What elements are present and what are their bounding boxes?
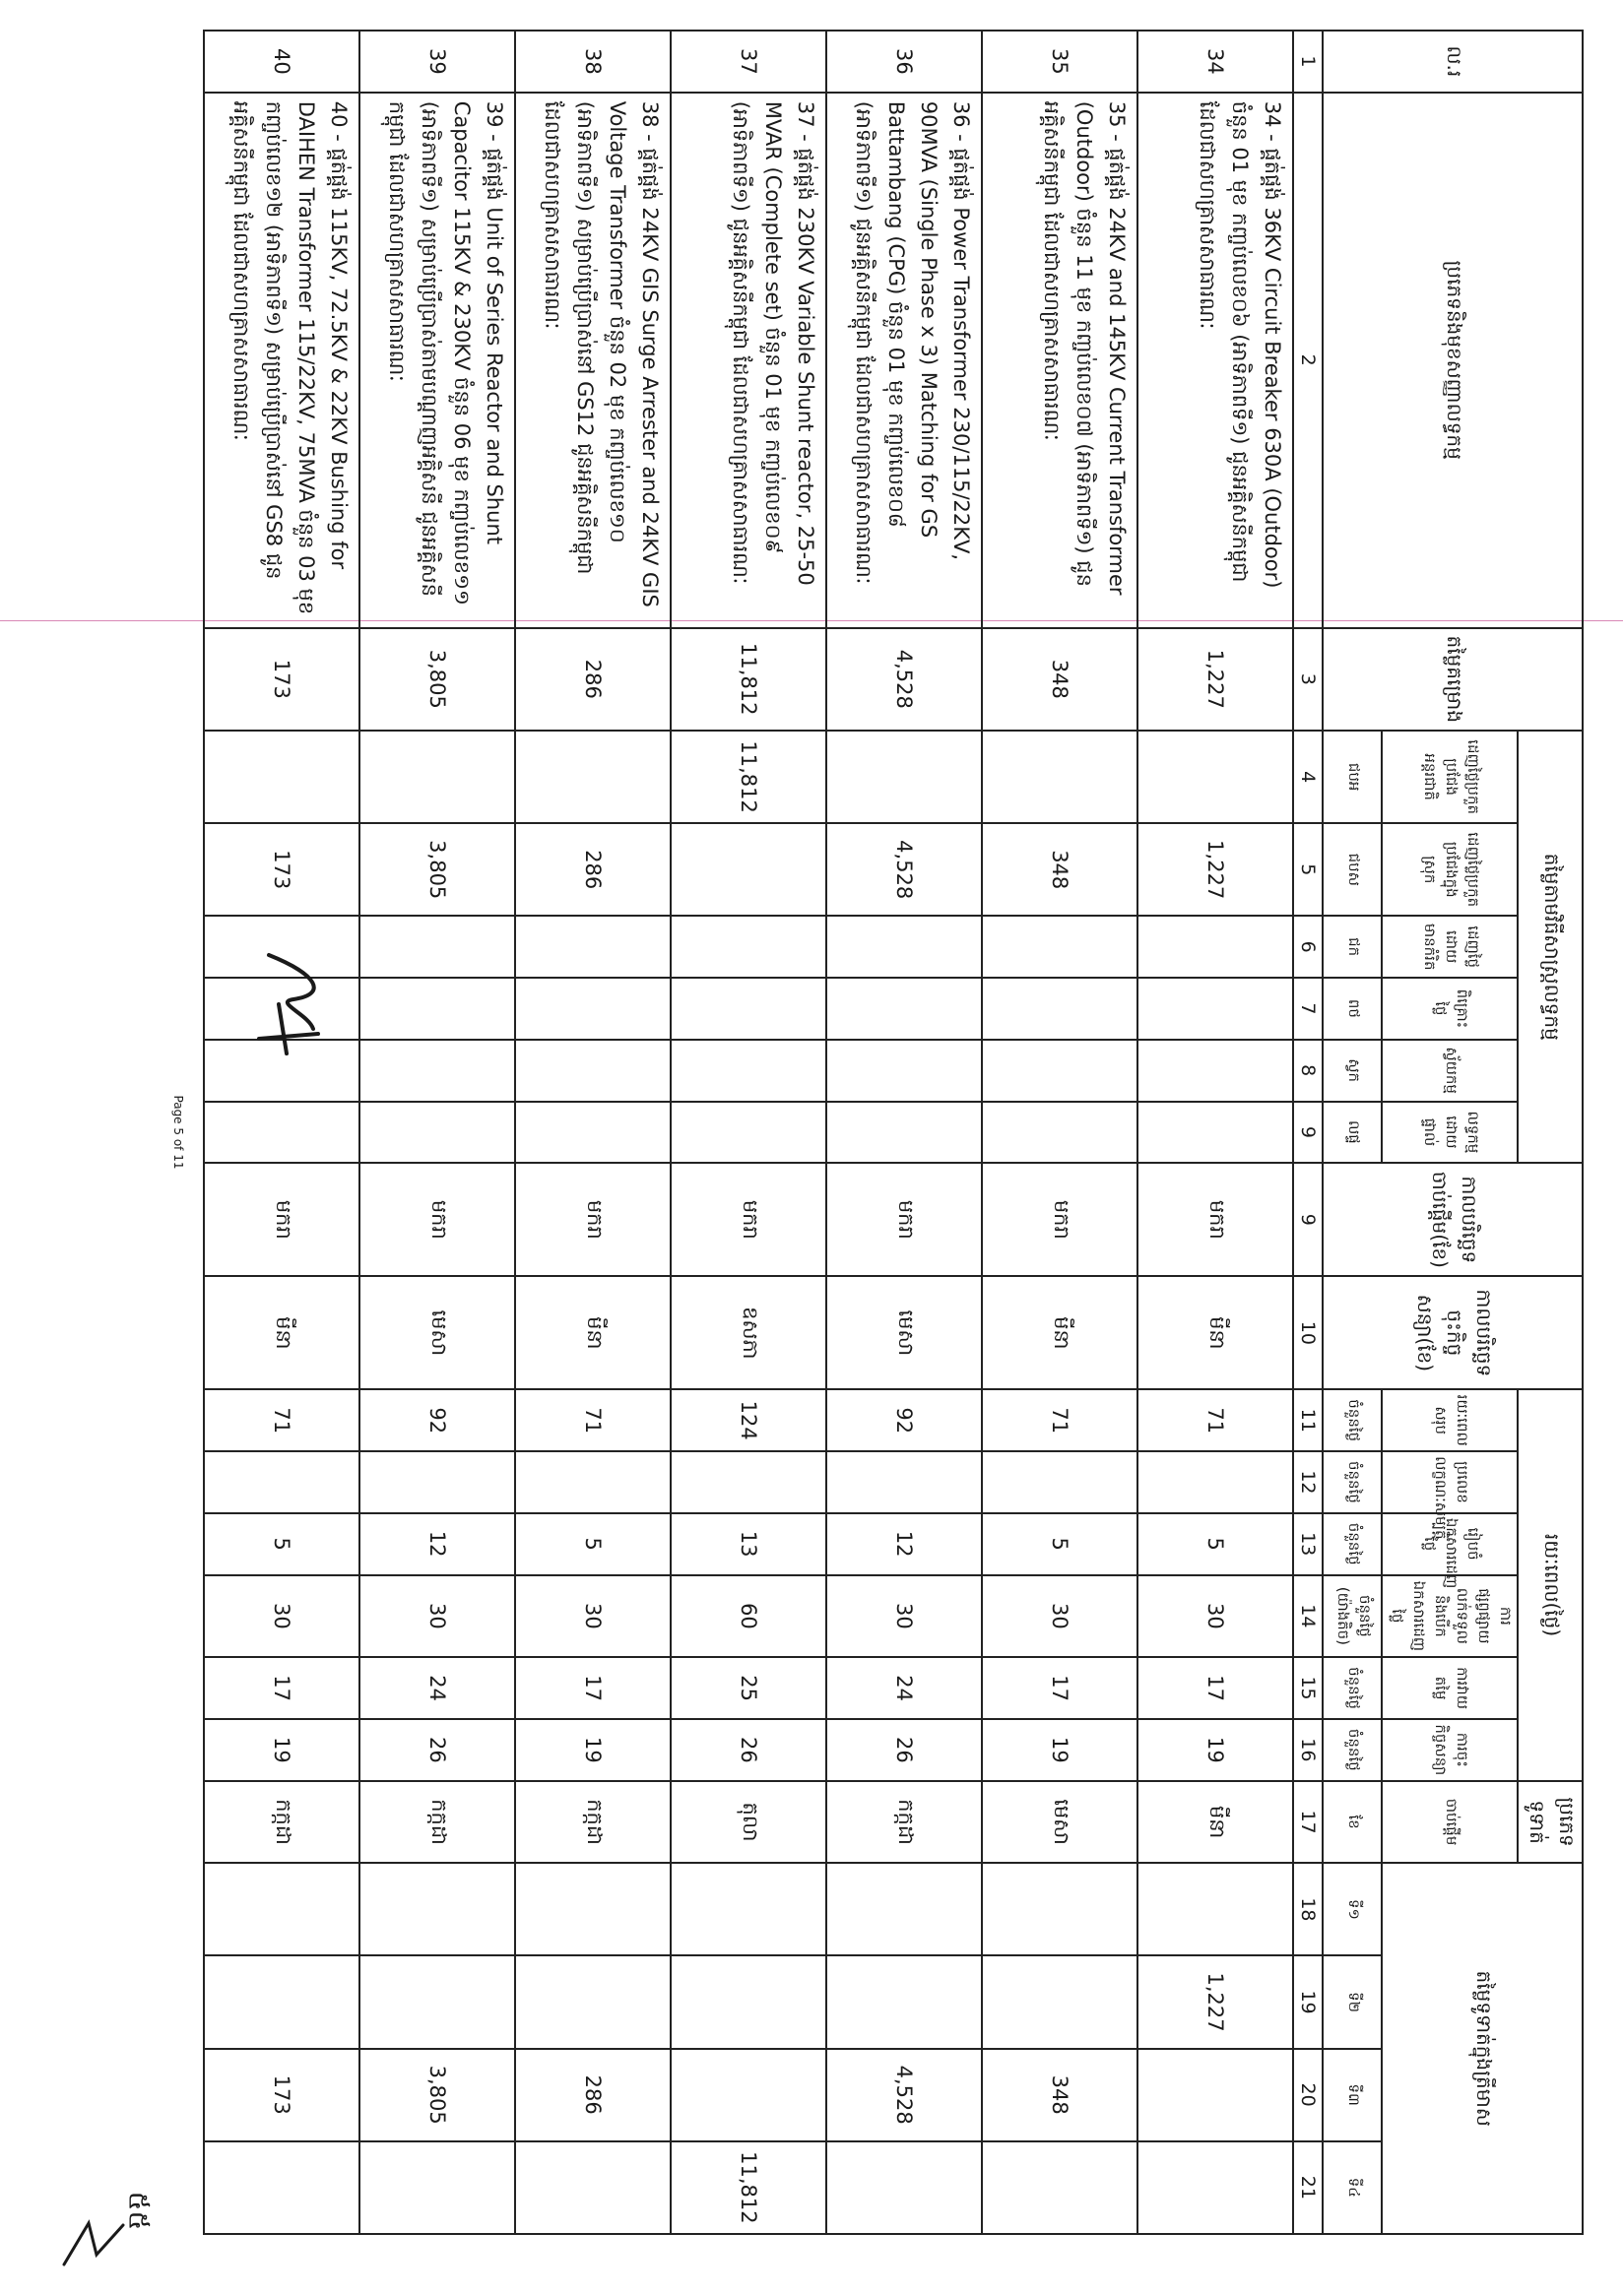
header-method-group: តម្លៃតាមវិធីសាស្ត្រលទ្ធកម្ម xyxy=(1518,731,1583,1163)
row-shopping-value xyxy=(671,978,826,1040)
row-duration-eval: 17 xyxy=(515,1657,671,1719)
row-duration-prep: 12 xyxy=(359,1513,515,1575)
row-payment-month: កក្កដា xyxy=(204,1781,359,1864)
table-row xyxy=(826,31,982,2234)
row-icb-value xyxy=(826,731,982,823)
row-icb-value xyxy=(1137,731,1293,823)
row-icb-value xyxy=(359,731,515,823)
unit-prep: ចំនួនថ្ងៃ xyxy=(1323,1513,1382,1575)
row-duration-sign: 19 xyxy=(1137,1719,1293,1781)
col-number: 17 xyxy=(1293,1781,1323,1864)
row-ncb-value: 3,805 xyxy=(359,823,515,916)
row-q3-value: 3,805 xyxy=(359,2049,515,2141)
row-q2-value xyxy=(826,1955,982,2048)
row-payment-month: កក្កដា xyxy=(826,1781,982,1864)
abbr-direct: លផ្ទ xyxy=(1323,1102,1382,1164)
page-mark: ៥៥ xyxy=(122,2191,156,2231)
col-number: 4 xyxy=(1293,731,1323,823)
header-method-limited: ដេញថ្លៃដោយមានកំរិត xyxy=(1382,916,1518,978)
row-q1-value xyxy=(1137,1863,1293,1955)
row-contract-month: មីនា xyxy=(982,1276,1137,1389)
row-contract-month: ឧសភា xyxy=(671,1276,826,1389)
header-duration-group: រយៈពេល(ថ្ងៃ) xyxy=(1518,1389,1583,1780)
row-q1-value xyxy=(359,1863,515,1955)
row-q1-value xyxy=(982,1863,1137,1955)
row-ncb-value xyxy=(671,823,826,916)
row-q1-value xyxy=(204,1863,359,1955)
table-row xyxy=(359,31,515,2234)
row-number: 40 xyxy=(204,31,359,93)
row-duration-total: 71 xyxy=(515,1389,671,1451)
row-limited-value xyxy=(515,916,671,978)
row-duration-prep: 5 xyxy=(1137,1513,1293,1575)
row-number: 39 xyxy=(359,31,515,93)
col-number: 15 xyxy=(1293,1657,1323,1719)
row-shopping-value xyxy=(1137,978,1293,1040)
row-q1-value xyxy=(671,1863,826,1955)
row-duration-total: 71 xyxy=(1137,1389,1293,1451)
row-ncb-value: 286 xyxy=(515,823,671,916)
row-duration-prep: 5 xyxy=(515,1513,671,1575)
row-q3-value: 286 xyxy=(515,2049,671,2141)
row-estimate: 1,227 xyxy=(1137,628,1293,732)
row-direct-value xyxy=(982,1102,1137,1164)
row-duration-advert: 30 xyxy=(515,1575,671,1658)
row-duration-sign: 26 xyxy=(826,1719,982,1781)
row-q4-value: 11,812 xyxy=(671,2141,826,2234)
row-force-account-value xyxy=(359,1040,515,1102)
row-q4-value xyxy=(359,2141,515,2234)
row-limited-value xyxy=(671,916,826,978)
abbr-limited: ជក xyxy=(1323,916,1382,978)
table-row xyxy=(515,31,671,2234)
row-ncb-value: 348 xyxy=(982,823,1137,916)
col-number: 19 xyxy=(1293,1955,1323,2048)
row-start-month: មករា xyxy=(204,1163,359,1276)
unit-total: ចំនួនថ្ងៃ xyxy=(1323,1389,1382,1451)
header-start-label: ចាប់ផ្តើម xyxy=(1382,1781,1518,1864)
header-month: ខែ xyxy=(1323,1781,1382,1864)
row-duration-prep: 13 xyxy=(671,1513,826,1575)
row-start-month: មករា xyxy=(515,1163,671,1276)
row-q3-value xyxy=(671,2049,826,2141)
row-duration-prequal xyxy=(826,1451,982,1513)
row-contract-month: មេសា xyxy=(359,1276,515,1389)
col-number: 2 xyxy=(1293,93,1323,628)
header-duration-advert: ការផ្សព្វផ្សាយលក់ទទួលនិងបើកឯកសារដេញថ្លៃ xyxy=(1382,1575,1518,1658)
header-quarter-group: តម្លៃទូទាត់ក្នុងត្រីមាស xyxy=(1382,1863,1583,2234)
col-number: 3 xyxy=(1293,628,1323,732)
row-duration-prequal xyxy=(1137,1451,1293,1513)
row-estimate: 4,528 xyxy=(826,628,982,732)
row-payment-month: កក្កដា xyxy=(515,1781,671,1864)
row-description: 37 - ផ្គត់ផ្គង់ 230KV Variable Shunt reactor, 25-50 MVAR (Complete set) ចំនួន 01 មុខ កញ្ចប់លេខ០៩ (អាទិភាពទី១) ជូនអគ្គិសនីកម្ពុជា ដែលជាសហគ្រាសសាធារណៈ xyxy=(671,93,826,628)
header-estimate: តម្លៃគម្រោង xyxy=(1323,628,1583,732)
row-duration-eval: 17 xyxy=(204,1657,359,1719)
unit-advert: ចំនួនថ្ងៃ (យ៉ាងតិច) xyxy=(1323,1575,1382,1658)
row-duration-total: 71 xyxy=(982,1389,1137,1451)
row-payment-month: កក្កដា xyxy=(359,1781,515,1864)
row-q3-value: 348 xyxy=(982,2049,1137,2141)
row-start-month: មករា xyxy=(359,1163,515,1276)
row-shopping-value xyxy=(359,978,515,1040)
header-contract-date: កាលបរិច្ឆេទចុះកិច្ចសន្យា(ខែ) xyxy=(1323,1276,1583,1389)
row-start-month: មករា xyxy=(671,1163,826,1276)
row-q4-value xyxy=(1137,2141,1293,2234)
row-duration-sign: 19 xyxy=(515,1719,671,1781)
row-icb-value xyxy=(515,731,671,823)
unit-sign: ចំនួនថ្ងៃ xyxy=(1323,1719,1382,1781)
header-duration-prequal: ប្រលេខលក្ខណៈសម្បត្តិ xyxy=(1382,1451,1518,1513)
header-duration-sign: ការចុះកិច្ចសន្យា xyxy=(1382,1719,1518,1781)
col-number: 7 xyxy=(1293,978,1323,1040)
row-q3-value xyxy=(1137,2049,1293,2141)
row-ncb-value: 1,227 xyxy=(1137,823,1293,916)
col-number: 6 xyxy=(1293,916,1323,978)
row-duration-sign: 26 xyxy=(359,1719,515,1781)
col-number: 18 xyxy=(1293,1863,1323,1955)
col-number: 5 xyxy=(1293,823,1323,916)
row-direct-value xyxy=(826,1102,982,1164)
row-q2-value xyxy=(204,1955,359,2048)
row-duration-prequal xyxy=(671,1451,826,1513)
col-number: 16 xyxy=(1293,1719,1323,1781)
row-start-month: មករា xyxy=(1137,1163,1293,1276)
row-duration-sign: 19 xyxy=(982,1719,1137,1781)
row-contract-month: មីនា xyxy=(1137,1276,1293,1389)
row-number: 37 xyxy=(671,31,826,93)
col-number: 9 xyxy=(1293,1163,1323,1276)
col-number: 21 xyxy=(1293,2141,1323,2234)
row-contract-month: មេសា xyxy=(826,1276,982,1389)
row-duration-eval: 24 xyxy=(826,1657,982,1719)
row-q2-value xyxy=(671,1955,826,2048)
table-row xyxy=(982,31,1137,2234)
row-q4-value xyxy=(515,2141,671,2234)
row-force-account-value xyxy=(1137,1040,1293,1102)
procurement-plan-table xyxy=(203,30,1584,2235)
row-duration-prep: 5 xyxy=(982,1513,1137,1575)
row-duration-prep: 12 xyxy=(826,1513,982,1575)
abbr-force-account: ស្វក xyxy=(1323,1040,1382,1102)
row-description: 38 - ផ្គត់ផ្គង់ 24KV GIS Surge Arrester and 24KV GIS Voltage Transformer ចំនួន 02 មុខ កញ្ចប់លេខ១០ (អាទិភាពទី១) សម្រាប់ប្រើប្រាស់នៅ GS12 ជូនអគ្គិសនីកម្ពុជា ដែលជាសហគ្រាសសាធារណៈ xyxy=(515,93,671,628)
col-number: 8 xyxy=(1293,1040,1323,1102)
column-number-row xyxy=(1293,31,1323,2234)
page-footer: Page 5 of 11 xyxy=(171,1095,185,1170)
row-duration-prequal xyxy=(982,1451,1137,1513)
row-estimate: 3,805 xyxy=(359,628,515,732)
row-ncb-value: 173 xyxy=(204,823,359,916)
row-force-account-value xyxy=(982,1040,1137,1102)
row-force-account-value xyxy=(671,1040,826,1102)
row-limited-value xyxy=(359,916,515,978)
row-force-account-value xyxy=(515,1040,671,1102)
row-duration-eval: 25 xyxy=(671,1657,826,1719)
row-contract-month: មីនា xyxy=(515,1276,671,1389)
row-shopping-value xyxy=(515,978,671,1040)
row-duration-prequal xyxy=(359,1451,515,1513)
row-duration-eval: 24 xyxy=(359,1657,515,1719)
row-number: 35 xyxy=(982,31,1137,93)
unit-prequal: ចំនួនថ្ងៃ xyxy=(1323,1451,1382,1513)
row-estimate: 286 xyxy=(515,628,671,732)
row-limited-value xyxy=(826,916,982,978)
col-number: 1 xyxy=(1293,31,1323,93)
row-number: 38 xyxy=(515,31,671,93)
abbr-ncb: ជបស xyxy=(1323,823,1382,916)
row-number: 34 xyxy=(1137,31,1293,93)
row-description: 34 - ផ្គត់ផ្គង់ 36KV Circuit Breaker 630A (Outdoor) ចំនួន 01 មុខ កញ្ចប់លេខ០៦ (អាទិភាពទី១) ជូនអគ្គិសនីកម្ពុជា ដែលជាសហគ្រាសសាធារណៈ xyxy=(1137,93,1293,628)
header-start-date: កាលបរិច្ឆេទចាប់ផ្តើម(ខែ) xyxy=(1323,1163,1583,1276)
row-limited-value xyxy=(1137,916,1293,978)
header-description: ប្រភេទនិងមុខសញ្ញាលទ្ធកម្ម xyxy=(1323,93,1583,628)
row-icb-value xyxy=(982,731,1137,823)
header-method-shopping: ពិគ្រោះថ្លៃ xyxy=(1382,978,1518,1040)
header-method-direct: លទ្ធកម្មដោយផ្ទាល់ xyxy=(1382,1102,1518,1164)
table-row xyxy=(671,31,826,2234)
row-icb-value: 11,812 xyxy=(671,731,826,823)
row-duration-total: 124 xyxy=(671,1389,826,1451)
row-duration-advert: 60 xyxy=(671,1575,826,1658)
header-q1: ទី១ xyxy=(1323,1863,1382,1955)
row-q4-value xyxy=(982,2141,1137,2234)
row-duration-advert: 30 xyxy=(1137,1575,1293,1658)
row-duration-prequal xyxy=(204,1451,359,1513)
row-estimate: 173 xyxy=(204,628,359,732)
row-duration-advert: 30 xyxy=(359,1575,515,1658)
row-duration-total: 92 xyxy=(359,1389,515,1451)
row-direct-value xyxy=(515,1102,671,1164)
row-q1-value xyxy=(515,1863,671,1955)
row-q3-value: 4,528 xyxy=(826,2049,982,2141)
header-duration-eval: ការវាយតម្លៃ xyxy=(1382,1657,1518,1719)
row-estimate: 348 xyxy=(982,628,1137,732)
row-description: 35 - ផ្គត់ផ្គង់ 24KV and 145KV Current Transformer (Outdoor) ចំនួន 11 មុខ កញ្ចប់លេខ០៧ (អាទិភាពទី១) ជូនអគ្គិសនីកម្ពុជា ដែលជាសហគ្រាសសាធារណៈ xyxy=(982,93,1137,628)
row-q4-value xyxy=(826,2141,982,2234)
header-no: ល.រ xyxy=(1323,31,1583,93)
row-duration-advert: 30 xyxy=(204,1575,359,1658)
row-q4-value xyxy=(204,2141,359,2234)
row-ncb-value: 4,528 xyxy=(826,823,982,916)
col-number: 11 xyxy=(1293,1389,1323,1451)
row-duration-advert: 30 xyxy=(826,1575,982,1658)
header-method-force-account: ស្វ័យកម្ម xyxy=(1382,1040,1518,1102)
row-estimate: 11,812 xyxy=(671,628,826,732)
row-duration-sign: 26 xyxy=(671,1719,826,1781)
col-number: 12 xyxy=(1293,1451,1323,1513)
col-number: 9 xyxy=(1293,1102,1323,1164)
initial-signature-icon xyxy=(249,945,338,1063)
row-number: 36 xyxy=(826,31,982,93)
col-number: 10 xyxy=(1293,1276,1323,1389)
row-icb-value xyxy=(204,731,359,823)
row-q2-value xyxy=(982,1955,1137,2048)
header-q2: ទី២ xyxy=(1323,1955,1382,2048)
row-q2-value: 1,227 xyxy=(1137,1955,1293,2048)
col-number: 13 xyxy=(1293,1513,1323,1575)
row-q1-value xyxy=(826,1863,982,1955)
row-duration-total: 92 xyxy=(826,1389,982,1451)
table-row xyxy=(1137,31,1293,2234)
col-number: 14 xyxy=(1293,1575,1323,1658)
row-duration-prequal xyxy=(515,1451,671,1513)
abbr-icb: ជបអ xyxy=(1323,731,1382,823)
row-payment-month: មីនា xyxy=(1137,1781,1293,1864)
abbr-shopping: ពថ xyxy=(1323,978,1382,1040)
row-q2-value xyxy=(359,1955,515,2048)
row-description: 36 - ផ្គត់ផ្គង់ Power Transformer 230/115/22KV, 90MVA (Single Phase x 3) Matching for GS Battambang (CPG) ចំនួន 01 មុខ កញ្ចប់លេខ០៨ (អាទិភាពទី១) ជូនអគ្គិសនីកម្ពុជា ដែលជាសហគ្រាសសាធារណៈ xyxy=(826,93,982,628)
row-start-month: មករា xyxy=(982,1163,1137,1276)
unit-eval: ចំនួនថ្ងៃ xyxy=(1323,1657,1382,1719)
row-duration-sign: 19 xyxy=(204,1719,359,1781)
header-duration-total: រយៈពេលសរុប xyxy=(1382,1389,1518,1451)
row-q2-value xyxy=(515,1955,671,2048)
row-start-month: មករា xyxy=(826,1163,982,1276)
row-shopping-value xyxy=(982,978,1137,1040)
row-direct-value xyxy=(1137,1102,1293,1164)
row-duration-prep: 5 xyxy=(204,1513,359,1575)
row-contract-month: មីនា xyxy=(204,1276,359,1389)
row-limited-value xyxy=(982,916,1137,978)
row-shopping-value xyxy=(826,978,982,1040)
row-description: 40 - ផ្គត់ផ្គង់ 115KV, 72.5KV & 22KV Bushing for DAIHEN Transformer 115/22KV, 75MVA ចំនួន 03 មុខ កញ្ចប់លេខ១២ (អាទិភាពទី១) សម្រាប់ប្រើប្រាស់នៅ GS8 ជូនអគ្គិសនីកម្ពុជា ដែលជាសហគ្រាសសាធារណៈ xyxy=(204,93,359,628)
header-q3: ទី៣ xyxy=(1323,2049,1382,2141)
row-payment-month: តុលា xyxy=(671,1781,826,1864)
header-method-icb: ដេញថ្លៃប្រកួតប្រជែងអន្តរជាតិ xyxy=(1382,731,1518,823)
row-duration-total: 71 xyxy=(204,1389,359,1451)
header-payment-type: ប្រភេទទូទាត់ xyxy=(1518,1781,1583,1864)
table-row xyxy=(204,31,359,2234)
col-number: 20 xyxy=(1293,2049,1323,2141)
row-duration-eval: 17 xyxy=(1137,1657,1293,1719)
row-direct-value xyxy=(359,1102,515,1164)
row-direct-value xyxy=(671,1102,826,1164)
table-body xyxy=(204,31,1293,2234)
row-force-account-value xyxy=(826,1040,982,1102)
row-direct-value xyxy=(204,1102,359,1164)
row-q3-value: 173 xyxy=(204,2049,359,2141)
row-duration-eval: 17 xyxy=(982,1657,1137,1719)
row-payment-month: មេសា xyxy=(982,1781,1137,1864)
rotated-page xyxy=(156,30,1584,2235)
row-description: 39 - ផ្គត់ផ្គង់ Unit of Series Reactor and Shunt Capacitor 115KV & 230KV ចំនួន 06 មុខ កញ្ចប់លេខ១១ (អាទិភាពទី១) សម្រាប់ប្រើប្រាស់តាមបណ្តាញអគ្គិសនី ជូនអគ្គិសនីកម្ពុជា ដែលជាសហគ្រាសសាធារណៈ xyxy=(359,93,515,628)
header-q4: ទី៤ xyxy=(1323,2141,1382,2234)
row-duration-advert: 30 xyxy=(982,1575,1137,1658)
header-method-ncb: ដេញថ្លៃប្រកួតប្រជែងក្នុងស្រុក xyxy=(1382,823,1518,916)
header-duration-prep: រៀបចំឯកសារដេញថ្លៃ xyxy=(1382,1513,1518,1575)
